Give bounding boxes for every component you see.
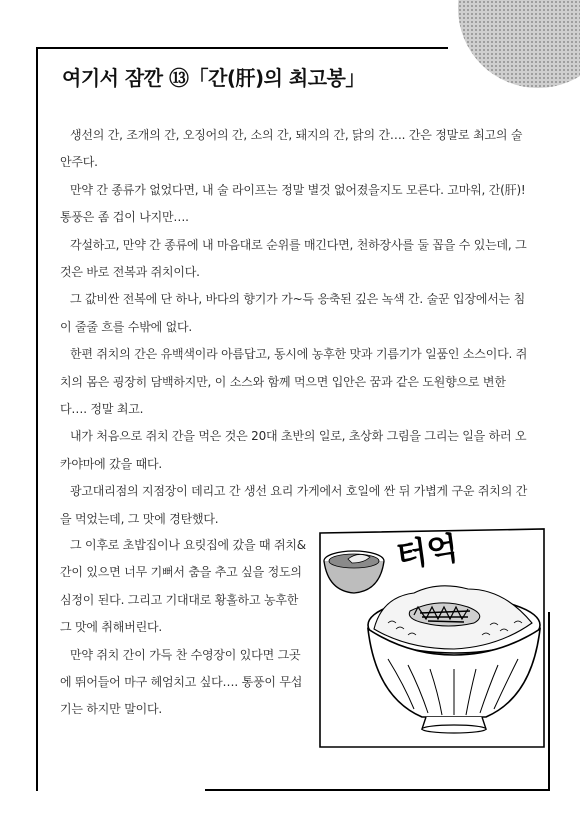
frame-top-rule	[36, 47, 448, 49]
paragraph: 한편 쥐치의 간은 유백색이라 아름답고, 동시에 농후한 맛과 기름기가 일품인 소스이다. 쥐치의 몸은 굉장히 담백하지만, 이 소스와 함께 먹으면 입안은 꿈과 같은 도원향으로 변한다…. 정말 최고.	[60, 347, 528, 417]
paragraph: 그 이후로 초밥집이나 요릿집에 갔을 때 쥐치&간이 있으면 너무 기뻐서 춤을 추고 싶을 정도의 심정이 된다. 그리고 기대대로 황홀하고 농후한 그 맛에 취해버린다.	[60, 538, 306, 635]
paragraph: 그 값비싼 전복에 단 하나, 바다의 향기가 가~득 응축된 깊은 녹색 간. 술꾼 입장에서는 침이 줄줄 흐를 수밖에 없다.	[60, 292, 526, 334]
narrow-text	[60, 532, 306, 724]
frame-left-rule	[36, 47, 38, 791]
paragraph: 광고대리점의 지점장이 데리고 간 생선 요리 가게에서 호일에 싼 뒤 가볍게 구운 쥐치의 간을 먹었는데, 그 맛에 경탄했다.	[60, 484, 528, 526]
paragraph: 생선의 간, 조개의 간, 오징어의 간, 소의 간, 돼지의 간, 닭의 간…. 간은 정말로 최고의 술안주다.	[60, 128, 523, 170]
paragraph: 만약 간 종류가 없었다면, 내 술 라이프는 정말 별것 없어졌을지도 모른다. 고마워, 간(肝)! 통풍은 좀 겁이 나지만….	[60, 182, 526, 225]
sound-effect-text: 터억	[393, 528, 461, 575]
paragraph: 만약 쥐치 간이 가득 찬 수영장이 있다면 그곳에 뛰어들어 마구 헤엄치고 싶다…. 통풍이 무섭기는 하지만 말이다.	[60, 647, 303, 717]
frame-bottom-rule	[205, 789, 550, 791]
paragraph: 내가 처음으로 쥐치 간을 먹은 것은 20대 초반의 일로, 초상화 그림을 그리는 일을 하러 오카야마에 갔을 때다.	[60, 429, 527, 471]
body-text	[60, 122, 530, 533]
page-title: 여기서 잠깐 ⑬「간(肝)의 최고봉」	[62, 66, 365, 90]
illustration-panel	[318, 527, 546, 749]
frame-right-rule	[548, 612, 550, 791]
paragraph: 각설하고, 만약 간 종류에 내 마음대로 순위를 매긴다면, 천하장사를 둘 꼽을 수 있는데, 그것은 바로 전복과 쥐치이다.	[60, 237, 527, 280]
rice-bowl-illustration	[318, 527, 546, 749]
